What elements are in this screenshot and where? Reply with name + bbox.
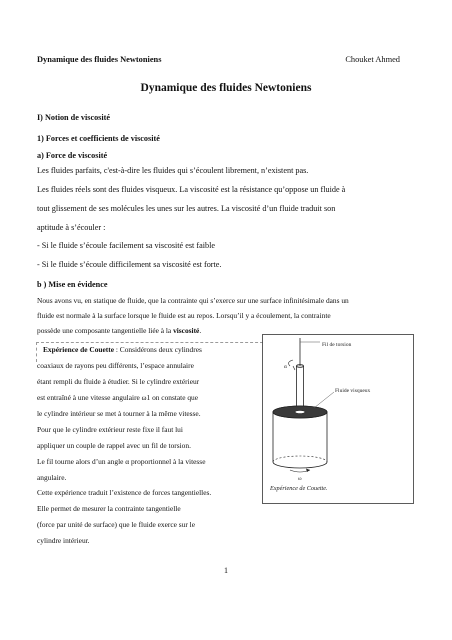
paragraph-text: possède une composante tangentielle liée à la bbox=[37, 326, 174, 335]
couette-line: étant rempli du fluide à étudier. Si le cylindre extérieur bbox=[37, 377, 200, 386]
couette-line: Cette expérience traduit l’existence de forces tangentielles. bbox=[37, 488, 212, 497]
bold-term: viscosité bbox=[173, 326, 200, 335]
paragraph-line: Les fluides parfaits, c'est-à-dire les fluides qui s’écoulent librement, n’existent pas. bbox=[37, 166, 309, 175]
couette-line: (force par unité de surface) que le fluide exerce sur le bbox=[37, 520, 195, 529]
paragraph-line: - Si le fluide s’écoule facilement sa viscosité est faible bbox=[37, 241, 216, 250]
couette-line: Elle permet de mesurer la contrainte tangentielle bbox=[37, 504, 181, 513]
paragraph-line bbox=[37, 326, 201, 335]
alpha-label: α bbox=[284, 364, 287, 370]
paragraph-line: tout glissement de ses molécules les unes sur les autres. La viscosité d’un fluide traduit son bbox=[37, 204, 336, 213]
couette-line: le cylindre intérieur se met à tourner à la même vitesse. bbox=[37, 409, 201, 418]
subsubsection-heading: b ) Mise en évidence bbox=[37, 280, 108, 289]
couette-line: Le fil tourne alors d’un angle α proportionnel à la vitesse bbox=[37, 457, 206, 466]
paragraph-end: . bbox=[199, 326, 202, 335]
document-title: Dynamique des fluides Newtoniens bbox=[140, 82, 312, 94]
paragraph-line: - Si le fluide s’écoule difficilement sa viscosité est forte. bbox=[37, 260, 222, 269]
couette-line: cylindre intérieur. bbox=[37, 536, 90, 545]
paragraph-line: Nous avons vu, en statique de fluide, que la contrainte qui s’exerce sur une surface infinitésimale dans un bbox=[37, 296, 349, 305]
couette-label: Expérience de Couette bbox=[43, 345, 115, 354]
couette-figure bbox=[262, 334, 414, 504]
inner-cylinder-section bbox=[295, 410, 305, 413]
figure-frame bbox=[263, 335, 414, 504]
couette-line: coaxiaux de rayons peu différents, l’espace annulaire bbox=[37, 361, 194, 370]
torsion-label: Fil de torsion bbox=[322, 342, 352, 348]
page-number: 1 bbox=[224, 566, 228, 575]
subsection-heading: 1) Forces et coefficients de viscosité bbox=[37, 134, 160, 143]
couette-line: angulaire. bbox=[37, 473, 67, 482]
couette-intro-text: : Considérons deux cylindres bbox=[114, 345, 202, 354]
paragraph-line: aptitude à s’écouler : bbox=[37, 223, 106, 232]
paragraph-line: fluide est normale à la surface lorsque le fluide est au repos. Lorsqu’il y a écoulement, la contrainte bbox=[37, 311, 331, 320]
header-title: Dynamique des fluides Newtoniens bbox=[37, 55, 162, 64]
couette-line: Pour que le cylindre extérieur reste fixe il faut lui bbox=[37, 425, 183, 434]
omega-label: ω bbox=[298, 476, 302, 482]
paragraph-line: Les fluides réels sont des fluides visqueux. La viscosité est la résistance qu’oppose un fluide à bbox=[37, 185, 346, 194]
couette-line: est entraîné à une vitesse angulaire ω1 on constate que bbox=[37, 393, 199, 402]
couette-intro bbox=[43, 345, 202, 354]
subsubsection-heading: a) Force de viscosité bbox=[37, 151, 108, 160]
fluid-label: Fluide visqueux bbox=[335, 388, 371, 394]
figure-caption: Expérience de Couette. bbox=[270, 485, 328, 492]
couette-line: appliquer un couple de rappel avec un fil de torsion. bbox=[37, 441, 191, 450]
header-author: Chouket Ahmed bbox=[345, 55, 400, 64]
section-heading: I) Notion de viscosité bbox=[37, 113, 110, 122]
